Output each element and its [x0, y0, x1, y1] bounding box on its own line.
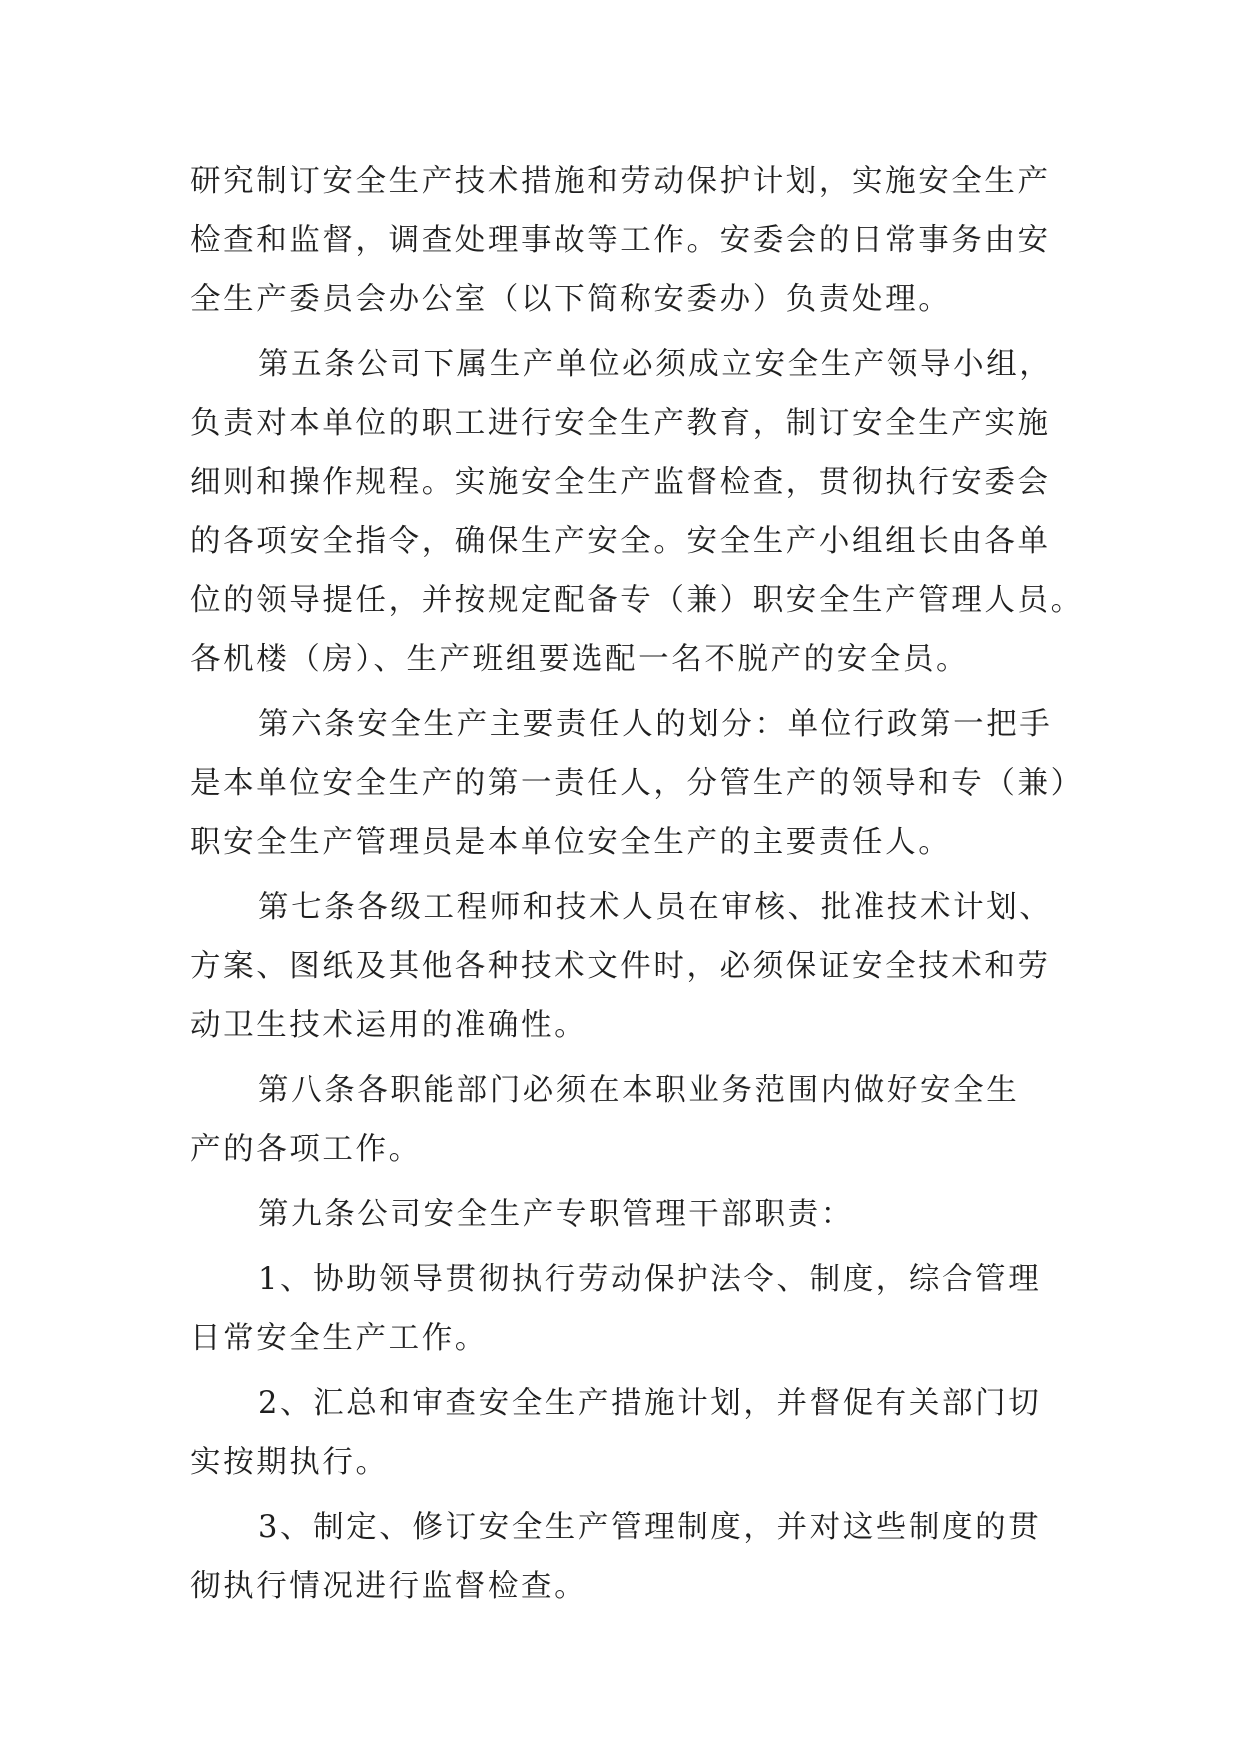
- paragraph: [190, 878, 1053, 1055]
- paragraph: [190, 1185, 1050, 1244]
- text-line: 1、协助领导贯彻执行劳动保护法令、制度，综合管理: [258, 1262, 1042, 1297]
- text-line: 第五条公司下属生产单位必须成立安全生产领导小组，: [258, 347, 1053, 382]
- paragraph: [190, 1374, 1050, 1492]
- text-line: 研究制订安全生产技术措施和劳动保护计划，实施安全生产: [190, 164, 1051, 199]
- text-line: 2、汇总和审查安全生产措施计划，并督促有关部门切: [258, 1386, 1042, 1421]
- text-line: 第九条公司安全生产专职管理干部职责：: [258, 1197, 854, 1232]
- text-line: 第六条安全生产主要责任人的划分：单位行政第一把手: [258, 707, 1053, 742]
- paragraph: [190, 1061, 1050, 1179]
- text-line: 检查和监督，调查处理事故等工作。安委会的日常事务由安: [190, 223, 1051, 258]
- text-line: 位的领导提任，并按规定配备专（兼）职安全生产管理人员。: [190, 583, 1084, 618]
- paragraph: [190, 335, 1084, 689]
- paragraph: [190, 695, 1084, 872]
- text-line: 动卫生技术运用的准确性。: [190, 1008, 588, 1043]
- text-line: 的各项安全指令，确保生产安全。安全生产小组组长由各单: [190, 524, 1051, 559]
- text-line: 产的各项工作。: [190, 1132, 422, 1167]
- text-line: 日常安全生产工作。: [190, 1321, 488, 1356]
- text-line: 各机楼（房）、生产班组要选配一名不脱产的安全员。: [190, 642, 970, 677]
- text-line: 3、制定、修订安全生产管理制度，并对这些制度的贯: [258, 1510, 1042, 1545]
- text-line: 负责对本单位的职工进行安全生产教育，制订安全生产实施: [190, 406, 1051, 441]
- paragraph: [190, 1250, 1050, 1368]
- text-line: 方案、图纸及其他各种技术文件时，必须保证安全技术和劳: [190, 949, 1051, 984]
- text-line: 细则和操作规程。实施安全生产监督检查，贯彻执行安委会: [190, 465, 1051, 500]
- text-line: 全生产委员会办公室（以下简称安委办）负责处理。: [190, 282, 952, 317]
- text-line: 第七条各级工程师和技术人员在审核、批准技术计划、: [258, 890, 1053, 925]
- text-line: 第八条各职能部门必须在本职业务范围内做好安全生: [258, 1073, 1020, 1108]
- document-body: [190, 152, 1084, 1616]
- text-line: 彻执行情况进行监督检查。: [190, 1569, 588, 1604]
- text-line: 是本单位安全生产的第一责任人，分管生产的领导和专（兼）: [190, 766, 1084, 801]
- paragraph: [190, 1498, 1050, 1616]
- paragraph: [190, 152, 1050, 329]
- text-line: 实按期执行。: [190, 1445, 389, 1480]
- text-line: 职安全生产管理员是本单位安全生产的主要责任人。: [190, 825, 952, 860]
